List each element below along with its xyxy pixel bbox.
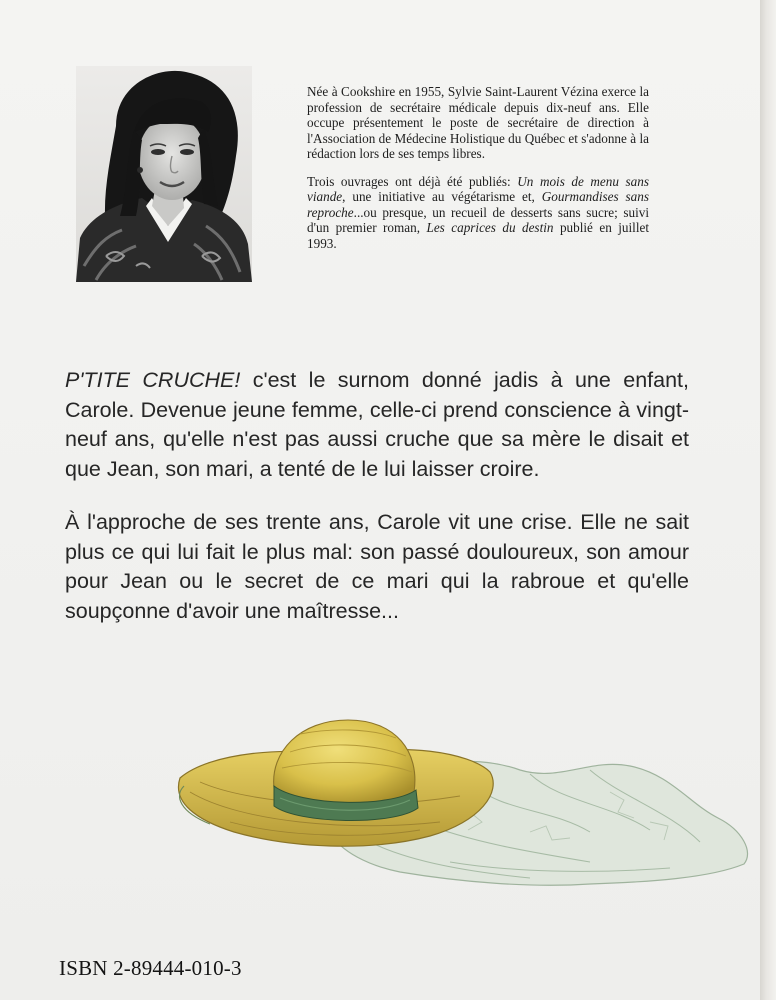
- book-title-3: Les caprices du destin: [426, 220, 554, 235]
- author-photo: [76, 66, 252, 282]
- book-title-1: Un mois de menu sans viande: [307, 173, 649, 204]
- blurb-paragraph-2: À l'approche de ses trente ans, Carole vit une crise. Elle ne sait plus ce qui lui fait le plus mal: son passé douloureux, son amour pour Jean ou le secret de ce mari qui la rabroue et qu'elle soupçonne d'avoir une maîtresse...: [65, 510, 689, 623]
- blurb-paragraph-1: [65, 366, 689, 484]
- bio-paragraph-2: [307, 174, 649, 252]
- book-blurb: [65, 366, 689, 650]
- blurb-text: c'est le surnom donné jadis à une enfant, Carole. Devenue jeune femme, celle-ci prend conscience à vingt-neuf ans, qu'elle n'est pas aussi cruche que sa mère le disait et que Jean, son mari, a tenté de le lui laisser croire.: [65, 368, 689, 481]
- bio-paragraph-1: Née à Cookshire en 1955, Sylvie Saint-Laurent Vézina exerce la profession de secrétaire médicale depuis dix-neuf ans. Elle occupe présentement le poste de secrétaire de direction à l'Association de Médecine Holistique du Québec et s'adonne à la rédaction lors de ses temps libres.: [307, 84, 649, 161]
- book-spine-edge: [760, 0, 776, 1000]
- hat-drawing: [170, 712, 760, 902]
- bio-text: , une initiative au végétarisme et,: [342, 189, 542, 204]
- straw-hat-illustration: [170, 712, 760, 902]
- book-title-emphasis: P'TITE CRUCHE!: [65, 368, 241, 392]
- author-biography: [307, 84, 649, 263]
- bio-text: publié en juillet 1993.: [307, 220, 649, 251]
- isbn-number: ISBN 2-89444-010-3: [59, 956, 242, 980]
- bio-text: ...ou presque, un recueil de desserts sans sucre; suivi d'un premier roman,: [307, 204, 649, 235]
- author-portrait-image: [76, 66, 252, 282]
- bio-text: Trois ouvrages ont déjà été publiés:: [307, 173, 518, 189]
- book-title-2: Gourmandises sans reproche: [307, 189, 649, 220]
